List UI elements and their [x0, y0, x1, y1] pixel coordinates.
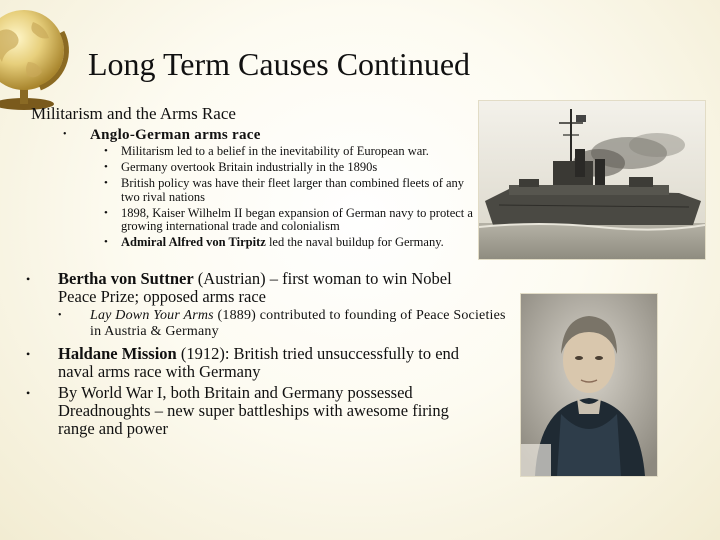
subheading: Anglo-German arms race: [90, 127, 261, 143]
haldane-block: [26, 345, 471, 381]
list-item: [26, 308, 506, 340]
list-item: • 1898, Kaiser Wilhelm II began expansion of German navy to protect a growing international trade and colonialism: [104, 207, 476, 234]
suttner-name: Bertha von Suttner: [58, 269, 194, 288]
suttner-portrait-image: [521, 294, 657, 476]
book-text: (1889) contributed to founding of Peace Societies in Austria & Germany: [90, 308, 506, 339]
tirpitz-text: led the naval buildup for Germany.: [265, 235, 444, 250]
tirpitz-name: Admiral Alfred von Tirpitz: [121, 235, 266, 250]
suttner-block: [26, 269, 506, 340]
list-item: • British policy was have their fleet larger than combined fleets of any two rival nations: [104, 177, 476, 204]
book-title: Lay Down Your Arms: [90, 308, 214, 323]
list-item: [26, 270, 476, 306]
list-item: [104, 236, 476, 250]
haldane-name: Haldane Mission: [58, 344, 177, 363]
list-item: • Militarism led to a belief in the inevitability of European war.: [104, 145, 476, 159]
list-item: • By World War I, both Britain and Germany possessed Dreadnoughts – new super battleships with awesome firing range and power: [26, 384, 451, 438]
suttner-text: (Austrian) – first woman to win Nobel Peace Prize; opposed arms race: [58, 269, 452, 306]
dreadnought-block: [26, 384, 451, 438]
list-item: [26, 345, 471, 381]
cause-list: [104, 145, 476, 252]
bullet: •: [63, 129, 67, 140]
haldane-text: (1912): British tried unsuccessfully to end naval arms race with Germany: [58, 344, 460, 381]
slide-title: Long Term Causes Continued: [88, 46, 471, 82]
battleship-image: [479, 101, 705, 259]
globe-icon: [0, 2, 70, 114]
list-item: • Germany overtook Britain industrially in the 1890s: [104, 161, 476, 175]
section-heading: Militarism and the Arms Race: [31, 104, 236, 123]
